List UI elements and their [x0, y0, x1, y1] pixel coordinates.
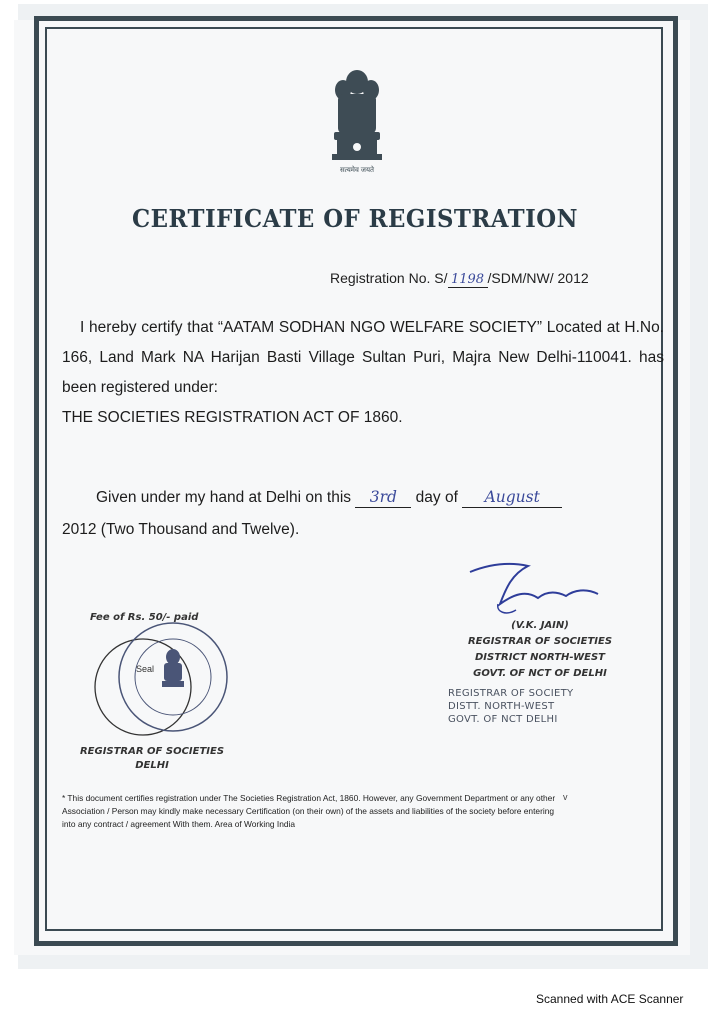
- registrar-delhi-city: DELHI: [135, 760, 169, 771]
- seal-word: Seal: [136, 664, 155, 674]
- act-name: THE SOCIETIES REGISTRATION ACT OF 1860.: [62, 409, 403, 426]
- registration-prefix: Registration No. S/: [330, 270, 448, 286]
- given-pre: Given under my hand at Delhi on this: [96, 489, 352, 506]
- registrar-seal-icon: [88, 615, 248, 745]
- signatory-name: (V.K. JAIN): [511, 620, 569, 631]
- registration-number-value: 1198: [448, 272, 488, 288]
- given-under-hand: [62, 482, 662, 546]
- certification-text: [62, 313, 664, 433]
- signatory-govt: GOVT. OF NCT OF DELHI: [473, 668, 607, 679]
- given-month: August: [462, 487, 562, 508]
- stamp-line-3: GOVT. OF NCT DELHI: [448, 714, 558, 725]
- registrar-delhi-title: REGISTRAR OF SOCIETIES: [79, 746, 225, 757]
- emblem-caption: सत्यमेव जयते: [339, 167, 375, 174]
- given-post: 2012 (Two Thousand and Twelve).: [62, 521, 300, 538]
- signatory-district: DISTRICT NORTH-WEST: [474, 652, 605, 663]
- certification-paragraph: I hereby certify that “AATAM SODHAN NGO WELFARE SOCIETY” Located at H.No. 166, Land Mark NA Harijan Basti Village Sultan Puri, Majra New Delhi-110041. has been registered under:: [62, 319, 664, 396]
- registration-number: [330, 270, 589, 288]
- note-mark: v: [563, 792, 568, 802]
- stamp-line-2: DISTT. NORTH-WEST: [448, 701, 555, 712]
- registrar-delhi: [72, 745, 232, 773]
- signatory-title: REGISTRAR OF SOCIETIES: [467, 636, 613, 647]
- certificate-title: CERTIFICATE OF REGISTRATION: [132, 204, 578, 233]
- scanner-watermark: Scanned with ACE Scanner: [536, 992, 684, 1006]
- state-emblem-icon: [328, 66, 386, 166]
- signature-icon: [450, 560, 600, 620]
- registration-suffix: /SDM/NW/ 2012: [487, 270, 589, 286]
- fee-paid-note: Fee of Rs. 50/- paid: [90, 612, 199, 623]
- given-mid: day of: [415, 489, 458, 506]
- given-day: 3rd: [355, 487, 411, 508]
- stamp-line-1: REGISTRAR OF SOCIETY: [448, 688, 574, 699]
- disclaimer-note: * This document certifies registration under The Societies Registration Act, 1860. However, any Government Department or any other Association / Person may kindly make necessary Certification (on their own) of the assets and liabilities of the society before entering into any contract / agreement With them. Area of Working India: [62, 793, 556, 829]
